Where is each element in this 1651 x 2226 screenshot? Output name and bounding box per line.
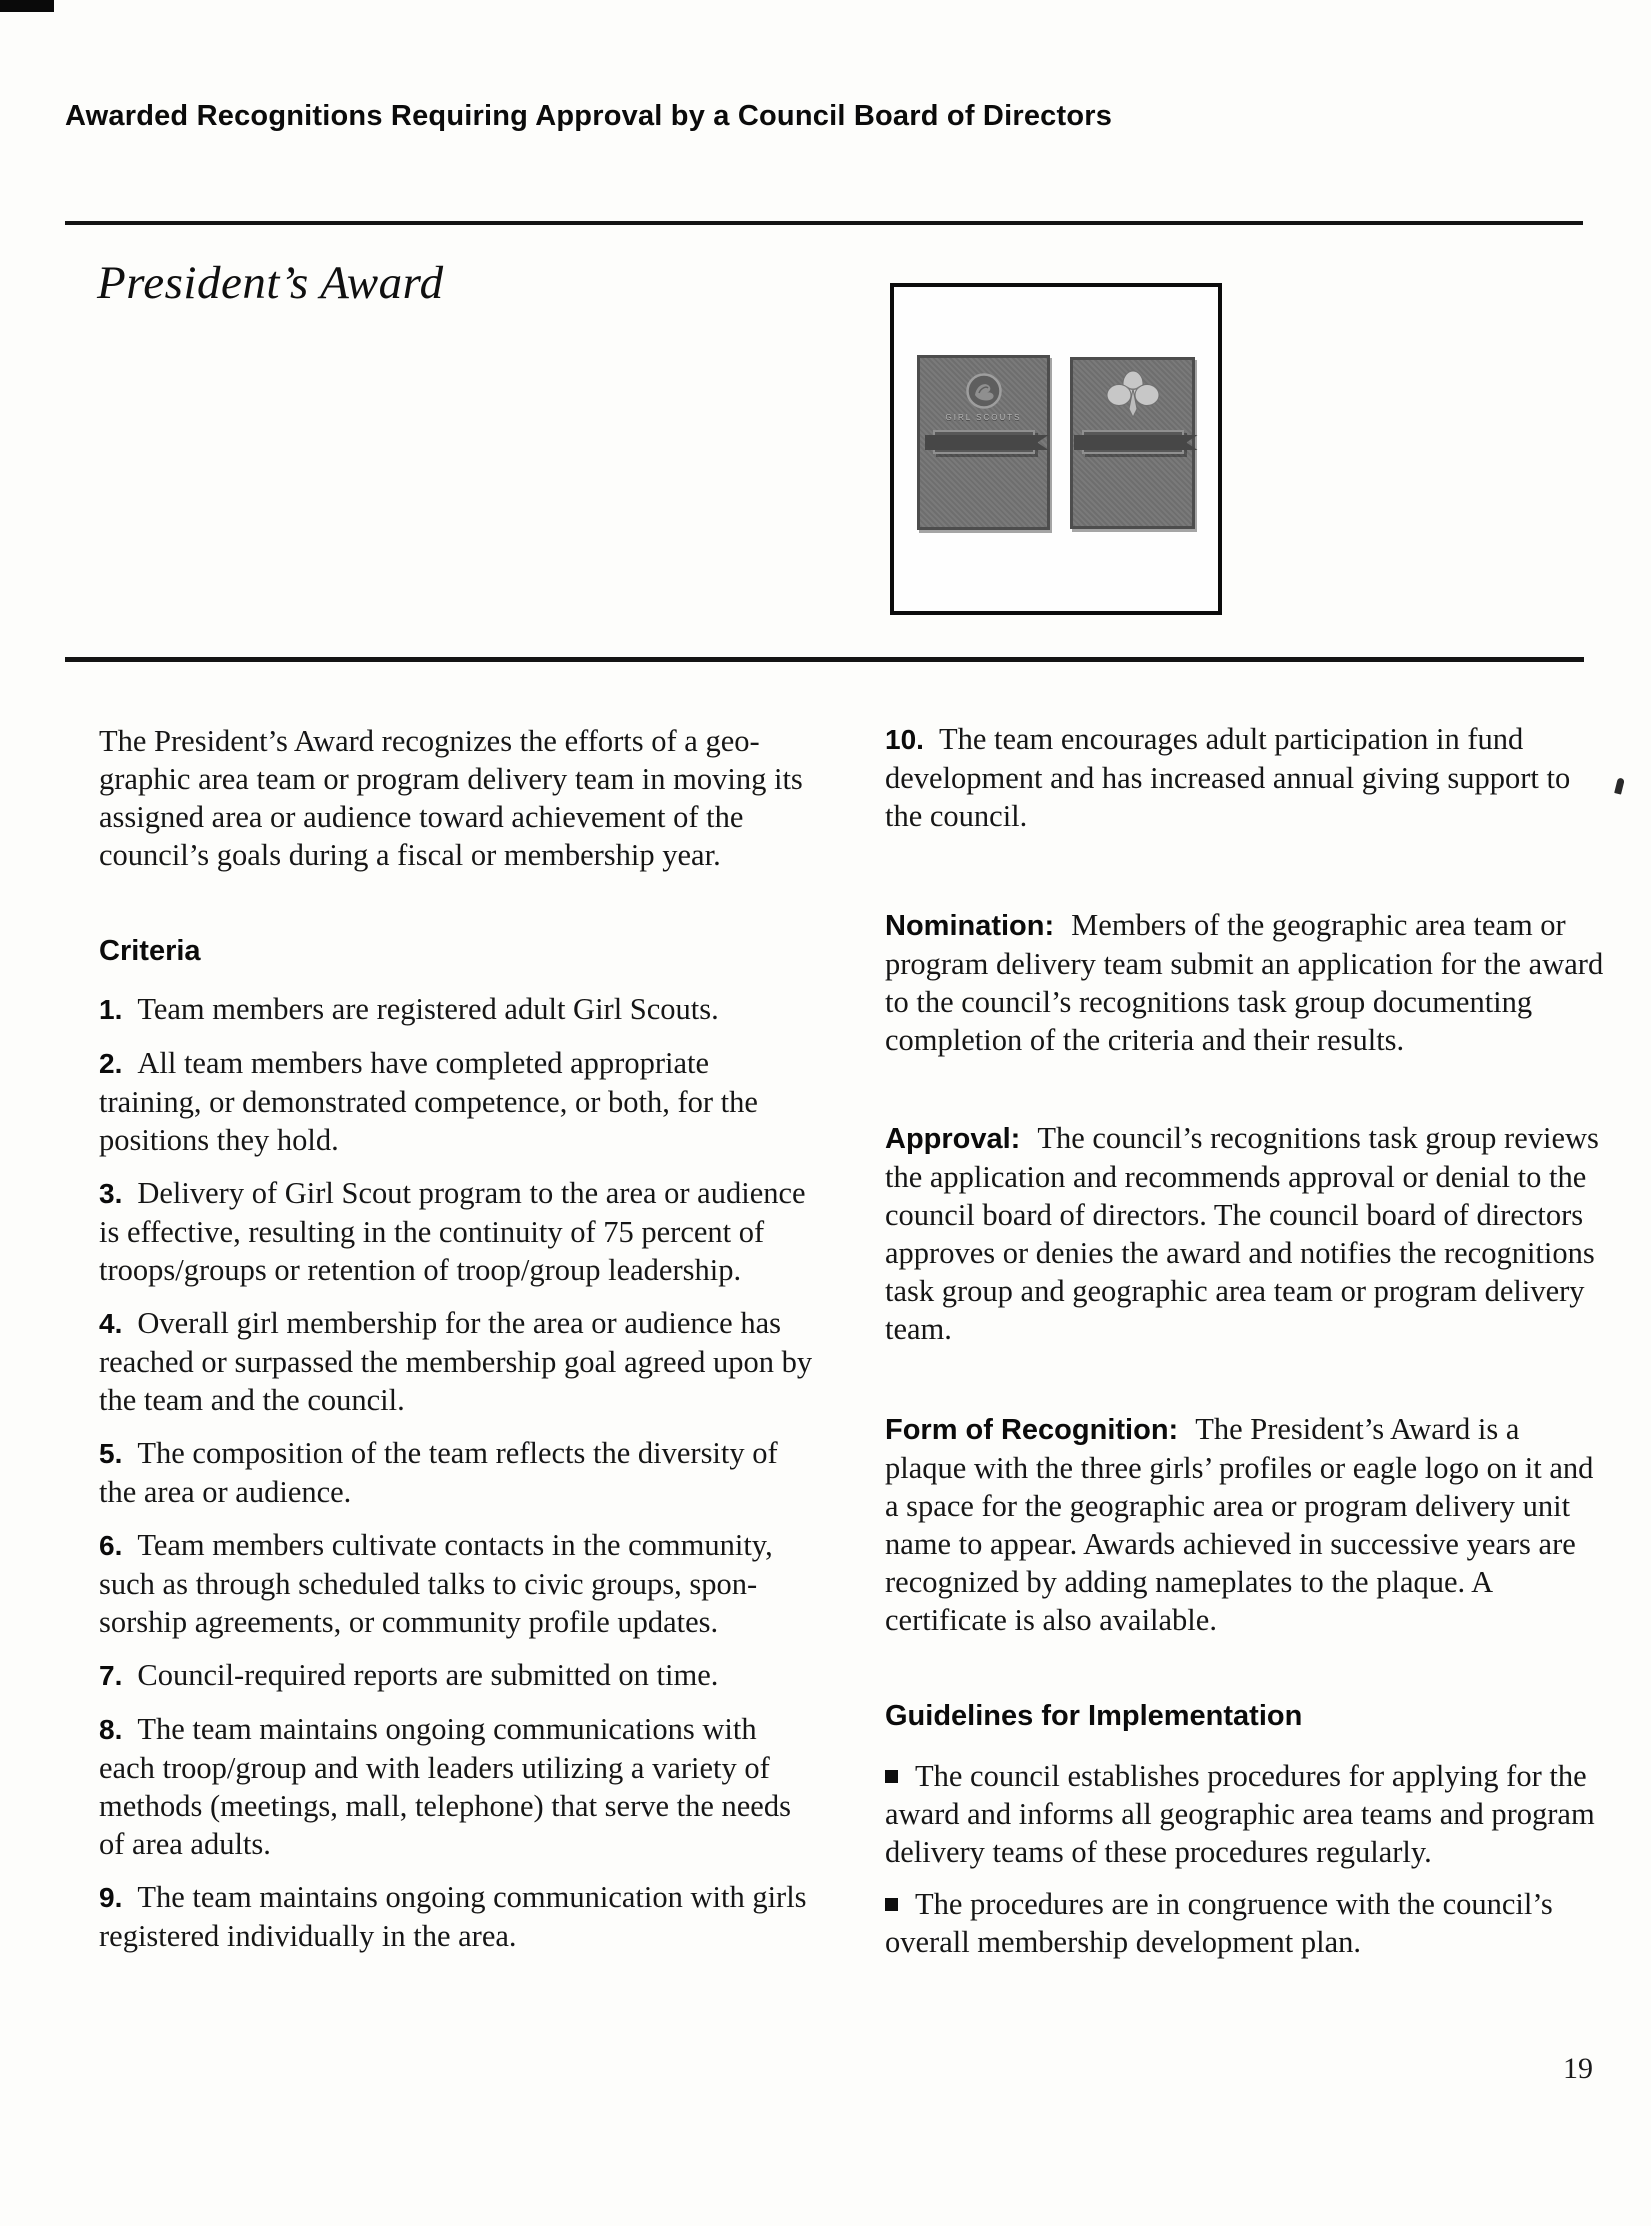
award-title: President’s Award	[97, 257, 444, 309]
form-of-recognition-text: The President’s Award is a plaque with the three girls’ profiles or eagle logo on it and a space for the geographic area or program delivery unit name to appear. Awards achieved in successive years are recognized by adding nameplates to the plaque. A certificate is also available.	[885, 1412, 1594, 1637]
item-number: 6.	[99, 1530, 123, 1561]
guideline-item-1	[885, 1757, 1607, 1871]
item-number: 9.	[99, 1882, 123, 1913]
criteria-item-8	[99, 1710, 815, 1863]
item-text: Team members cultivate contacts in the community, such as through scheduled talks to civic groups, sponsorship agreements, or community profile updates.	[99, 1528, 773, 1639]
item-number: 1.	[99, 994, 123, 1025]
left-column	[99, 722, 815, 1955]
guideline-text: The council establishes procedures for applying for the award and informs all geographic area teams and program delivery teams of these procedures regularly.	[885, 1759, 1595, 1869]
plaque-eagle-trefoil	[1070, 357, 1195, 529]
nomination-paragraph	[885, 906, 1607, 1059]
intro-paragraph: The President’s Award recognizes the efforts of a geographic area team or program delivery team in moving its assigned area or audience toward achievement of the council’s goals during a fiscal or membership year.	[99, 724, 803, 872]
scan-artifact-top-left	[0, 0, 54, 12]
item-text: All team members have completed appropriate training, or demonstrated competence, or both, for the positions they hold.	[99, 1046, 758, 1157]
approval-label: Approval:	[885, 1123, 1021, 1155]
trefoil-eagle-emblem-icon	[1104, 367, 1162, 419]
item-number: 8.	[99, 1714, 123, 1745]
scan-artifact-mark	[1614, 777, 1625, 794]
form-of-recognition-paragraph	[885, 1410, 1607, 1639]
right-column	[885, 720, 1607, 1961]
square-bullet-icon	[885, 1898, 898, 1911]
item-text: The team encourages adult participation in fund development and has increased annual giving support to the council.	[885, 722, 1571, 833]
criteria-heading: Criteria	[99, 935, 201, 967]
nomination-text: Members of the geographic area team or program delivery team submit an application for the award to the council’s recognitions task group documenting completion of the criteria and their results.	[885, 908, 1604, 1057]
page-number: 19	[1563, 2052, 1593, 2085]
item-text: Overall girl membership for the area or audience has reached or surpassed the membership goal agreed upon by the team and the council.	[99, 1306, 813, 1417]
criteria-item-1	[99, 990, 815, 1029]
girl-scouts-profiles-emblem-icon	[965, 372, 1003, 410]
item-number: 3.	[99, 1178, 123, 1209]
item-number: 2.	[99, 1048, 123, 1079]
criteria-item-4	[99, 1304, 815, 1419]
form-of-recognition-label: Form of Recognition:	[885, 1414, 1179, 1446]
item-text: The team maintains ongoing communications with each troop/group and with leaders utilizing a variety of methods (meetings, mall, telephone) that serve the needs of area adults.	[99, 1712, 791, 1861]
nameplate-blank	[933, 430, 1035, 454]
criteria-item-6	[99, 1526, 815, 1641]
item-number: 10.	[885, 724, 924, 755]
guideline-item-2	[885, 1885, 1607, 1961]
approval-paragraph	[885, 1119, 1607, 1348]
criteria-item-10	[885, 720, 1607, 835]
plaque-girl-scouts-logo	[917, 355, 1050, 530]
item-number: 4.	[99, 1308, 123, 1339]
criteria-item-9	[99, 1878, 815, 1955]
nameplate-blank	[1082, 430, 1184, 454]
criteria-item-5	[99, 1434, 815, 1511]
item-text: Team members are registered adult Girl Scouts.	[137, 992, 719, 1026]
item-text: Council-required reports are submitted on time.	[137, 1658, 719, 1692]
divider-middle	[65, 657, 1584, 662]
item-number: 7.	[99, 1660, 123, 1691]
item-text: The composition of the team reflects the diversity of the area or audience.	[99, 1436, 778, 1509]
item-text: The team maintains ongoing communication with girls registered individually in the area.	[99, 1880, 807, 1953]
approval-text: The council’s recognitions task group reviews the application and recommends approval or denial to the council board of directors. The council board of directors approves or denies the award and notifies the recognitions task group and geographic area team or program delivery team.	[885, 1121, 1599, 1346]
criteria-item-7	[99, 1656, 815, 1695]
square-bullet-icon	[885, 1770, 898, 1783]
criteria-item-2	[99, 1044, 815, 1159]
page-header-title: Awarded Recognitions Requiring Approval by a Council Board of Directors	[65, 100, 1113, 132]
award-plaques-figure	[890, 283, 1222, 615]
criteria-item-3	[99, 1174, 815, 1289]
item-text: Delivery of Girl Scout program to the area or audience is effective, resulting in the continuity of 75 percent of troops/groups or retention of troop/group leadership.	[99, 1176, 806, 1287]
item-number: 5.	[99, 1438, 123, 1469]
nomination-label: Nomination:	[885, 910, 1055, 942]
divider-top	[65, 221, 1583, 225]
guidelines-heading: Guidelines for Implementation	[885, 1700, 1303, 1732]
plaque-caption: GIRL SCOUTS	[945, 413, 1022, 422]
guideline-text: The procedures are in congruence with the council’s overall membership development plan.	[885, 1887, 1553, 1959]
